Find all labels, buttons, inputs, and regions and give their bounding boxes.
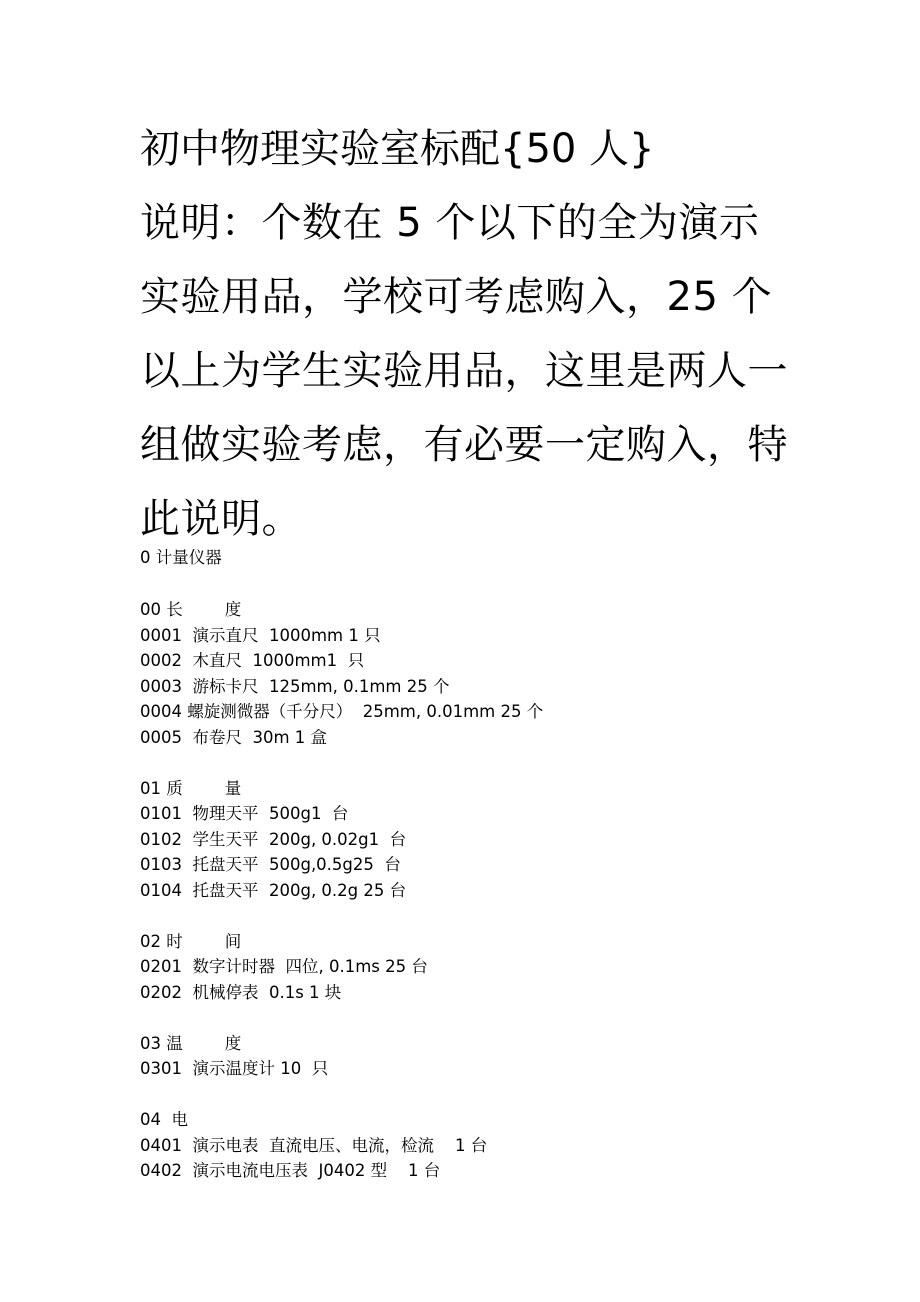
section-mass xyxy=(140,776,800,904)
list-item: 0104 托盘天平 200g, 0.2g 25 台 xyxy=(140,880,407,900)
category-heading: 0 计量仪器 xyxy=(140,548,222,567)
document-title: 初中物理实验室标配{50 人} xyxy=(140,126,655,172)
section-temperature xyxy=(140,1031,800,1082)
list-item: 0301 演示温度计 10 只 xyxy=(140,1059,329,1078)
list-item: 0102 学生天平 200g, 0.02g1 台 xyxy=(140,829,407,849)
section-length xyxy=(140,597,800,750)
section-heading: 02 时 间 xyxy=(140,931,242,951)
section-time xyxy=(140,929,800,1006)
list-item: 0202 机械停表 0.1s 1 块 xyxy=(140,982,342,1002)
list-item: 0002 木直尺 1000mm1 只 xyxy=(140,651,365,670)
document-note: 说明：个数在 5 个以下的全为演示实验用品，学校可考虑购入，25 个以上为学生实验用品，这里是两人一组做实验考虑，有必要一定购入，特此说明。 xyxy=(140,200,788,542)
list-item: 0103 托盘天平 500g,0.5g25 台 xyxy=(140,855,401,874)
list-item: 0402 演示电流电压表 J0402 型 1 台 xyxy=(140,1161,441,1180)
list-item: 0005 布卷尺 30m 1 盒 xyxy=(140,727,328,747)
list-item: 0001 演示直尺 1000mm 1 只 xyxy=(140,625,381,645)
section-heading: 01 质 量 xyxy=(140,778,242,798)
list-item: 0101 物理天平 500g1 台 xyxy=(140,804,349,823)
section-heading: 00 长 度 xyxy=(140,600,242,619)
section-heading: 03 温 度 xyxy=(140,1033,242,1053)
list-item: 0004 螺旋测微器（千分尺） 25mm, 0.01mm 25 个 xyxy=(140,702,544,721)
list-item: 0201 数字计时器 四位, 0.1ms 25 台 xyxy=(140,957,428,976)
section-heading: 04 电 xyxy=(140,1110,188,1129)
section-electricity xyxy=(140,1107,800,1184)
equipment-sections xyxy=(140,597,800,1209)
list-item: 0003 游标卡尺 125mm, 0.1mm 25 个 xyxy=(140,676,450,696)
list-item: 0401 演示电表 直流电压、电流，检流 1 台 xyxy=(140,1135,488,1155)
